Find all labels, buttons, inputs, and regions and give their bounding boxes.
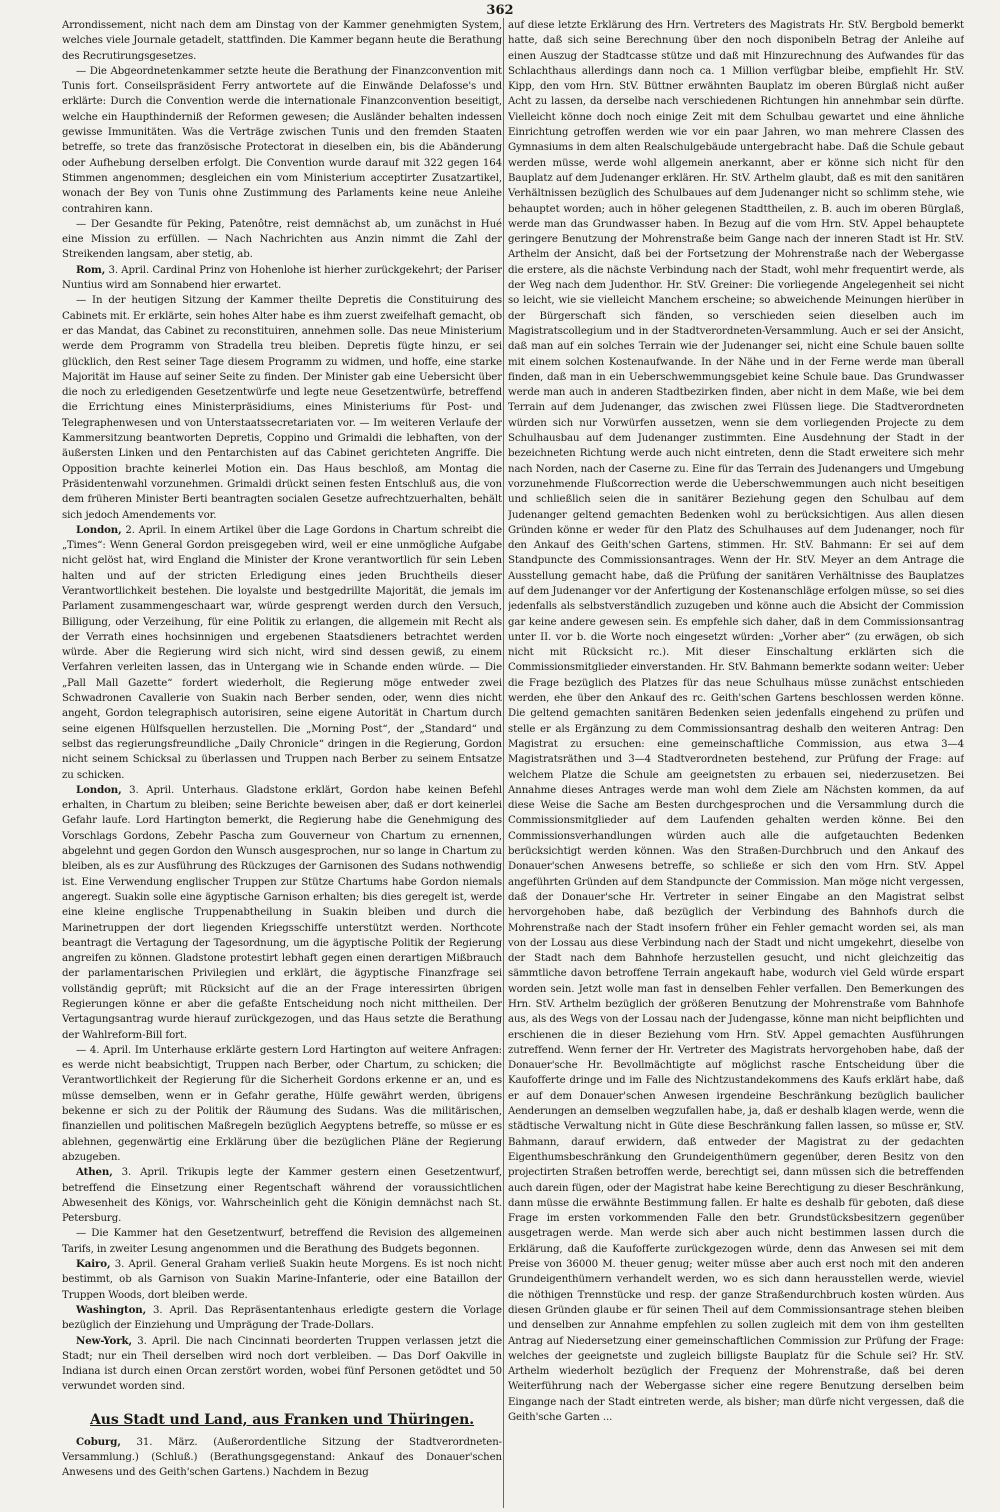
dateline: Kairo, <box>76 1258 111 1271</box>
article-paragraph <box>62 64 502 217</box>
article-paragraph <box>62 1226 502 1257</box>
article-paragraph <box>62 523 502 783</box>
article-text: — 4. April. Im Unterhause erklärte gestern Lord Hartington auf weitere Anfragen: es werde nicht beabsichtigt, Truppen nach Berber, oder Chartum, zu schicken; die Verantwortlichkeit der Regierung für die Sicherheit Gordons erkenne er an, und es müsse demselben, wenn er in Gefahr gerathe, Hülfe gewährt werden, übrigens bekenne er sich zu der Politik der Räumung des Sudans. Was die militärischen, finanziellen und politischen Maßregeln bezüglich Aegyptens betreffe, so müsse er es ablehnen, gegenwärtig eine Erklärung über die bezüglichen Pläne der Regierung abzugeben. <box>62 1044 502 1163</box>
dateline: Washington, <box>76 1303 147 1316</box>
article-text: 3. April. General Graham verließ Suakin heute Morgens. Es ist noch nicht bestimmt, ob als Garnison von Suakin Marine-Infanterie, oder eine Bataillon der Truppen Woods, dort bleiben werde. <box>62 1259 502 1301</box>
page-number: 362 <box>486 3 514 18</box>
article-paragraph <box>62 293 502 522</box>
dateline: Athen, <box>76 1166 113 1179</box>
article-text: 3. April. Trikupis legte der Kammer gestern einen Gesetzentwurf, betreffend die Einsetzung einer Regentschaft während der voraussichtlichen Abwesenheit des Königs, vor. Wahrscheinlich geht die Königin demnächst nach St. Petersburg. <box>62 1167 502 1225</box>
article-paragraph <box>62 217 502 263</box>
column-divider <box>503 18 504 1508</box>
article-paragraph <box>62 1435 502 1481</box>
dateline: New-York, <box>76 1334 132 1347</box>
article-paragraph <box>508 18 964 1425</box>
article-text: — Die Abgeordnetenkammer setzte heute die Berathung der Finanzconvention mit Tunis fort. Conseilspräsident Ferry antwortete auf die Einwände Delafosse's und erklärte: Durch die Convention werde die internationale Finanzconvention beseitigt, welche ein Haupthinderniß der Reformen gewesen; die Ausländer behalten indessen gewisse Immunitäten. Was die Verträge zwischen Tunis und den fremden Staaten betreffe, so trete das französische Protectorat in dieselben ein, bis die Abänderung oder Aufhebung derselben erfolgt. Die Convention wurde darauf mit 322 gegen 164 Stimmen angenommen; desgleichen ein vom Ministerium acceptirter Zusatzartikel, wonach der Bey von Tunis ohne Zustimmung des Parlaments keine neue Anleihe contrahiren kann. <box>62 65 502 215</box>
article-paragraph <box>62 263 502 294</box>
article-paragraph <box>62 1257 502 1303</box>
article-text: 3. April. Cardinal Prinz von Hohenlohe ist hierher zurückgekehrt; der Pariser Nuntius wird am Sonnabend hier erwartet. <box>62 264 502 292</box>
article-paragraph <box>62 1303 502 1334</box>
article-text: — Der Gesandte für Peking, Patenôtre, reist demnächst ab, um zunächst in Hué eine Mission zu erfüllen. — Nach Nachrichten aus Anzin nimmt die Zahl der Streikenden langsam, aber stetig, ab. <box>62 218 502 261</box>
article-paragraph <box>62 1334 502 1395</box>
article-text: auf diese letzte Erklärung des Hrn. Vertreters des Magistrats Hr. StV. Bergbold bemerkt hatte, daß sich seine Berechnung über den noch disponibeln Betrag der Anleihe auf einen Auszug der Stadtcasse stütze und daß mit Hinzurechnung des Aufwandes für das Schlachthaus allerdings dann noch ca. 1 Million verfügbar bleibe, empfiehlt Hr. StV. Kipp, den vom Hrn. StV. Büttner erwähnten Bauplatz im oberen Bürglaß nicht außer Acht zu lassen, da derselbe nach verschiedenen Richtungen hin annehmbar sein dürfte. Vielleicht könne doch noch einige Zeit mit dem Schulbau gewartet und eine ähnliche Einrichtung getroffen werden wie vor ein paar Jahren, wo man mehrere Classen des Gymnasiums in dem alten Realschulgebäude untergebracht habe. Daß die Schule gebaut werden müsse, werde wohl allgemein anerkannt, aber er könne sich nicht für den Bauplatz auf dem Judenanger erklären. Hr. StV. Arthelm glaubt, daß es mit den sanitären Verhältnissen bezüglich des Schulbaues auf dem Judenanger nicht so schlimm stehe, wie behauptet worden; auch in höher gelegenen Stadttheilen, z. B. auch im oberen Bürglaß, werde man das Grundwasser haben. In Bezug auf die vom Hrn. StV. Appel behauptete geringere Benutzung der Mohrenstraße beim Gange nach der inneren Stadt ist Hr. StV. Arthelm der Ansicht, daß bei der Fortsetzung der Mohrenstraße nach der Webergasse die erstere, als die nächste Verbindung nach der Stadt, wohl mehr frequentirt werde, als der Weg nach dem Judenthor. Hr. StV. Greiner: Die vorliegende Angelegenheit sei nicht so leicht, wie sie vielleicht Manchem erscheine; so abweichende Meinungen hierüber in der Bürgerschaft sich fänden, so verschieden seien dieselben auch im Magistratscollegium und in der Stadtverordneten-Versammlung. Auch er sei der Ansicht, daß man auf ein solches Terrain wie der Judenanger sei, nicht eine Schule bauen sollte mit einem solchen Kostenaufwande. In der Nähe und in der Ferne werde man überall finden, daß man in ein Ueberschwemmungsgebiet keine Schule baue. Das Grundwasser werde man auch in anderen Stadtbezirken finden, aber nicht in dem Maße, wie bei dem Terrain auf dem Judenanger, das zwischen zwei Flüssen liege. Die Stadtverordneten würden sich nur Vorwürfen aussetzen, wenn sie dem vorliegenden Projecte zu dem Schulhausbau auf dem Judenanger zustimmten. Eine Ausdehnung der Stadt in der bezeichneten Richtung werde auch nicht eintreten, denn die Stadt erweitere sich mehr nach Norden, nach der Caserne zu. Eine für das Terrain des Judenangers und Umgebung vorzunehmende Flußcorrection werde die Ueberschwemmungen auch nicht beseitigen und schließlich seien die in sanitärer Beziehung gegen den Schulbau auf dem Judenanger geltend gemachten Bedenken wohl zu berücksichtigen. Aus allen diesen Gründen könne er weder für den Platz des Schulhauses auf dem Judenanger, noch für den Ankauf des Geith'schen Gartens, stimmen. Hr. StV. Bahmann: Er sei auf dem Standpuncte des Commissionsantrages. Wenn der Hr. StV. Meyer an dem Antrage die Ausstellung gemacht habe, daß die Prüfung der sanitären Verhältnisse des Bauplatzes auf dem Judenanger vor der Anfertigung der Kostenanschläge erfolgen müsse, so sei dies jedenfalls als selbstverständlich zuzugeben und könne auch die Absicht der Commission gar keine andere gewesen sein. Es empfehle sich daher, daß in dem Commissionsantrag unter II. vor b. die Worte noch eingesetzt würden: „Vorher aber“ (zu erwägen, ob sich nicht mit Rücksicht rc.). Mit dieser Einschaltung erklärten sich die Commissionsmitglieder einverstanden. Hr. StV. Bahmann bemerkte sodann weiter: Ueber die Frage bezüglich des Platzes für das neue Schulhaus müsse zunächst entschieden werden, ehe über den Ankauf des rc. Geith'schen Gartens beschlossen werden könne. Die geltend gemachten sanitären Bedenken seien jedenfalls eingehend zu prüfen und stelle er als Ergänzung zu dem Commissionsantrag deshalb den weiteren Antrag: Den Magistrat zu ersuchen: eine gemeinschaftliche Commission, aus etwa 3—4 Magistratsräthen und 3—4 Stadtverordneten bestehend, zur Prüfung der Frage: auf welchem Platze die Schule am geeignetsten zu erbauen sei, niederzusetzen. Bei Annahme dieses Antrages werde man wohl dem Ziele am Nächsten kommen, da auf diese Weise die Sache am Besten durchgesprochen und die Versammlung durch die Commissionsmitglieder auf dem Laufenden gehalten werden könne. Bei den Commissionsverhandlungen würden auch alle die aufgetauchten Bedenken berücksichtigt werden können. Was den Straßen-Durchbruch und den Ankauf des Donauer'schen Anwesens betreffe, so schließe er sich den vom Hrn. StV. Appel angeführten Gründen auf dem Standpuncte der Commission. Man möge nicht vergessen, daß der Donauer'sche Hr. Vertreter in seiner Eingabe an den Magistrat selbst hervorgehoben habe, daß bezüglich der Verbindung des Bahnhofs durch die Mohrenstraße nach der Stadt insofern früher ein Fehler gemacht worden sei, als man von der Lossau aus diese Verbindung nach der Stadt und nicht umgekehrt, dieselbe von der Stadt nach dem Bahnhofe herzustellen gesucht, und nicht gleichzeitig das sämmtliche davon betroffene Terrain angekauft habe, wodurch viel Geld würde erspart worden sein. Jetzt wolle man fast in denselben Fehler verfallen. Den Bemerkungen des Hrn. StV. Arthelm bezüglich der größeren Benutzung der Mohrenstraße vom Bahnhofe aus, als des Wegs von der Lossau nach der Judengasse, könne man nicht beipflichten und erschienen die in dieser Beziehung vom Hrn. StV. Appel gemachten Ausführungen zutreffend. Wenn ferner der Hr. Vertreter des Magistrats hervorgehoben habe, daß der Donauer'sche Hr. Bevollmächtigte auf möglichst rasche Entscheidung über die Kaufofferte dringe und im Falle des Nichtzustandekommens des Kaufs erklärt habe, daß er auf dem Donauer'schen Anwesen irgendeine Beschränkung bezüglich baulicher Aenderungen an demselben wegzufallen habe, ja, daß er deshalb klagen werde, wenn die städtische Verwaltung nicht in Güte diese Beschränkung fallen lassen, so müsse er, StV. Bahmann, darauf erwidern, daß entweder der Magistrat zu der gedachten Eigenthumsbeschränkung den Grundeigenthümern gegenüber, deren Besitz von den projectirten Straßen betroffen werde, berechtigt sei, dann müssen sich die betreffenden auch darein fügen, oder der Magistrat habe keine Berechtigung zu dieser Beschränkung, dann müsse die erwähnte Bestimmung fallen. Er halte es deshalb für geboten, daß diese Frage im ersten vorkommenden Falle den betr. Grundstücksbesitzern gegenüber ausgetragen werde. Man werde sich aber auch nicht bestimmen lassen durch die Erklärung, daß die Kaufofferte zurückgezogen würde, denn das Anwesen sei mit dem Preise von 36000 M. theuer genug; weiter müsse aber auch erst noch mit den anderen Grundeigenthümern verhandelt werden, wo es sich dann herausstellen werde, wieviel die nöthigen Trennstücke und resp. der ganze Straßendurchbruch kosten würden. Aus diesen Gründen glaube er für seinen Theil auf dem Commissionsantrage stehen bleiben und denselben zur Annahme empfehlen zu sollen zugleich mit dem von ihm gestellten Antrag auf Niedersetzung einer gemeinschaftlichen Commission zur Prüfung der Frage: welches der geeignetste und zugleich billigste Bauplatz für die Schule sei? Hr. StV. Arthelm wiederholt bezüglich der Frequenz der Mohrenstraße, daß bei deren Weiterführung nach der Webergasse sicher eine regere Benutzung derselben beim Eingange nach der Stadt eintreten werde, als bisher; man dürfe nicht vergessen, daß die Geith'sche Garten ... <box>508 20 964 1424</box>
article-text: 3. April. Das Repräsentantenhaus erledigte gestern die Vorlage bezüglich der Einziehung und Umprägung der Trade-Dollars. <box>62 1304 502 1332</box>
article-text: — Die Kammer hat den Gesetzentwurf, betreffend die Revision des allgemeinen Tarifs, in zweiter Lesung angenommen und die Berathung des Budgets begonnen. <box>62 1228 502 1255</box>
article-text: 3. April. Die nach Cincinnati beorderten Truppen verlassen jetzt die Stadt; nur ein Theil derselben wird noch dort verbleiben. — Das Dorf Oakville in Indiana ist durch einen Orcan zerstört worden, wobei fünf Personen getödtet und 50 verwundet worden sind. <box>62 1335 502 1393</box>
article-paragraph <box>62 1043 502 1165</box>
dateline: Rom, <box>76 263 106 276</box>
dateline: Coburg, <box>76 1435 121 1448</box>
article-text: Arrondissement, nicht nach dem am Dinstag von der Kammer genehmigten System, welches viele Journale getadelt, stattfinden. Die Kammer begann heute die Berathung des Recrutirungsgesetzes. <box>62 20 502 62</box>
article-text: 31. März. (Außerordentliche Sitzung der Stadtverordneten-Versammlung.) (Schluß.) (Berathungsgegenstand: Ankauf des Donauer'schen Anwesens und des Geith'schen Gartens.) Nachdem in Bezug <box>62 1436 502 1479</box>
article-text: 3. April. Unterhaus. Gladstone erklärt, Gordon habe keinen Befehl erhalten, in Chartum zu bleiben; seine Berichte beweisen aber, daß er dort keinerlei Gefahr laufe. Lord Hartington bemerkt, die Regierung habe die Genehmigung des Vorschlags Gordons, Zebehr Pascha zum Gouverneur von Chartum zu ernennen, abgelehnt und gegen Gordon den Wunsch ausgesprochen, nur so lange in Chartum zu bleiben, als es zur Ausführung des Rückzuges der Garnisonen des Sudans nothwendig ist. Eine Verwendung englischer Truppen zur Stütze Chartums habe Gordon niemals angeregt. Suakin solle eine ägyptische Garnison erhalten; bis dies geregelt ist, werde eine kleine englische Truppenabtheilung in Suakin bleiben und durch die Marinetruppen der dort liegenden Kriegsschiffe unterstützt werden. Northcote beantragt die Vertagung der Tagesordnung, um die ägyptische Politik der Regierung angreifen zu können. Gladstone protestirt lebhaft gegen einen derartigen Mißbrauch der parlamentarischen Privilegien und erklärt, die ägyptische Finanzfrage sei vollständig geprüft; mit Rücksicht auf die an der Frage interessirten übrigen Regierungen könne er aber die gefaßte Entscheidung noch nicht mittheilen. Der Vertagungsantrag wurde hierauf zurückgezogen, und das Haus setzte die Berathung der Wahlreform-Bill fort. <box>62 784 502 1041</box>
right-column <box>508 18 964 1506</box>
dateline: London, <box>76 523 122 536</box>
dateline: London, <box>76 783 122 796</box>
article-text: 2. April. In einem Artikel über die Lage Gordons in Chartum schreibt die „Times“: Wenn General Gordon preisgegeben wird, weil er eine unmögliche Aufgabe nicht gelöst hat, wird England die Minister der Krone verantwortlich für sein Leben halten und auf der stricten Erledigung eines jeden Bruchtheils dieser Verantwortlichkeit bestehen. Die loyalste und bestgedrillte Majorität, die jemals im Parlament zusammengeschaart war, würde gesprengt werden durch den Versuch, Billigung, oder Verzeihung, für eine Politik zu erlangen, die allgemein mit Recht als der Verrath eines hochsinnigen und ergebenen Staatsdieners betrachtet werden würde. Aber die Regierung wird sich nicht, wird sind dessen gewiß, zu einem Verfahren verleiten lassen, das in Untergang wie in Schande enden würde. — Die „Pall Mall Gazette“ fordert wiederholt, die Regierung möge entweder zwei Schwadronen Cavallerie von Suakin nach Berber senden, oder, wenn dies nicht angeht, Gordon telegraphisch autorisiren, seine eigene Autorität in Chartum durch seine eigenen Hülfsquellen herzustellen. Die „Morning Post“, der „Standard“ und selbst das regierungsfreundliche „Daily Chronicle“ dringen in die Regierung, Gordon nicht seinem Schicksal zu überlassen und Truppen nach Berber zu seinem Entsatze zu schicken. <box>62 524 502 781</box>
article-paragraph <box>62 783 502 1043</box>
section-heading: Aus Stadt und Land, aus Franken und Thüringen. <box>89 1411 475 1428</box>
article-text: — In der heutigen Sitzung der Kammer theilte Depretis die Constituirung des Cabinets mit. Er erklärte, sein hohes Alter habe es ihm zuerst zweifelhaft gemacht, ob er das Mandat, das Cabinet zu reconstituiren, annehmen solle. Das neue Ministerium werde dem Programm von Stradella treu bleiben. Depretis fügte hinzu, er sei glücklich, den Rest seiner Tage diesem Programm zu widmen, und hoffe, eine starke Majorität im Hause auf seiner Seite zu finden. Der Minister gab eine Uebersicht über die noch zu erledigenden Gesetzentwürfe und legte neue Gesetzentwürfe, betreffend die Errichtung eines Ministerpräsidiums, eines Ministeriums für Post- und Telegraphenwesen und von Unterstaatssecretariaten vor. — Im weiteren Verlaufe der Kammersitzung beantworten Depretis, Coppino und Grimaldi die lebhaften, von der äußersten Linken und den Pentarchisten auf das Cabinet gerichteten Angriffe. Die Opposition brachte keinerlei Motion ein. Das Haus beschloß, am Montag die Präsidentenwahl vorzunehmen. Grimaldi drückt seinen festen Entschluß aus, die von dem früheren Minister Berti beantragten socialen Gesetze aufrechtzuerhalten, behält sich jedoch Amendements vor. <box>62 295 502 521</box>
article-paragraph <box>62 1165 502 1226</box>
article-paragraph <box>62 18 502 64</box>
left-column <box>62 18 502 1506</box>
